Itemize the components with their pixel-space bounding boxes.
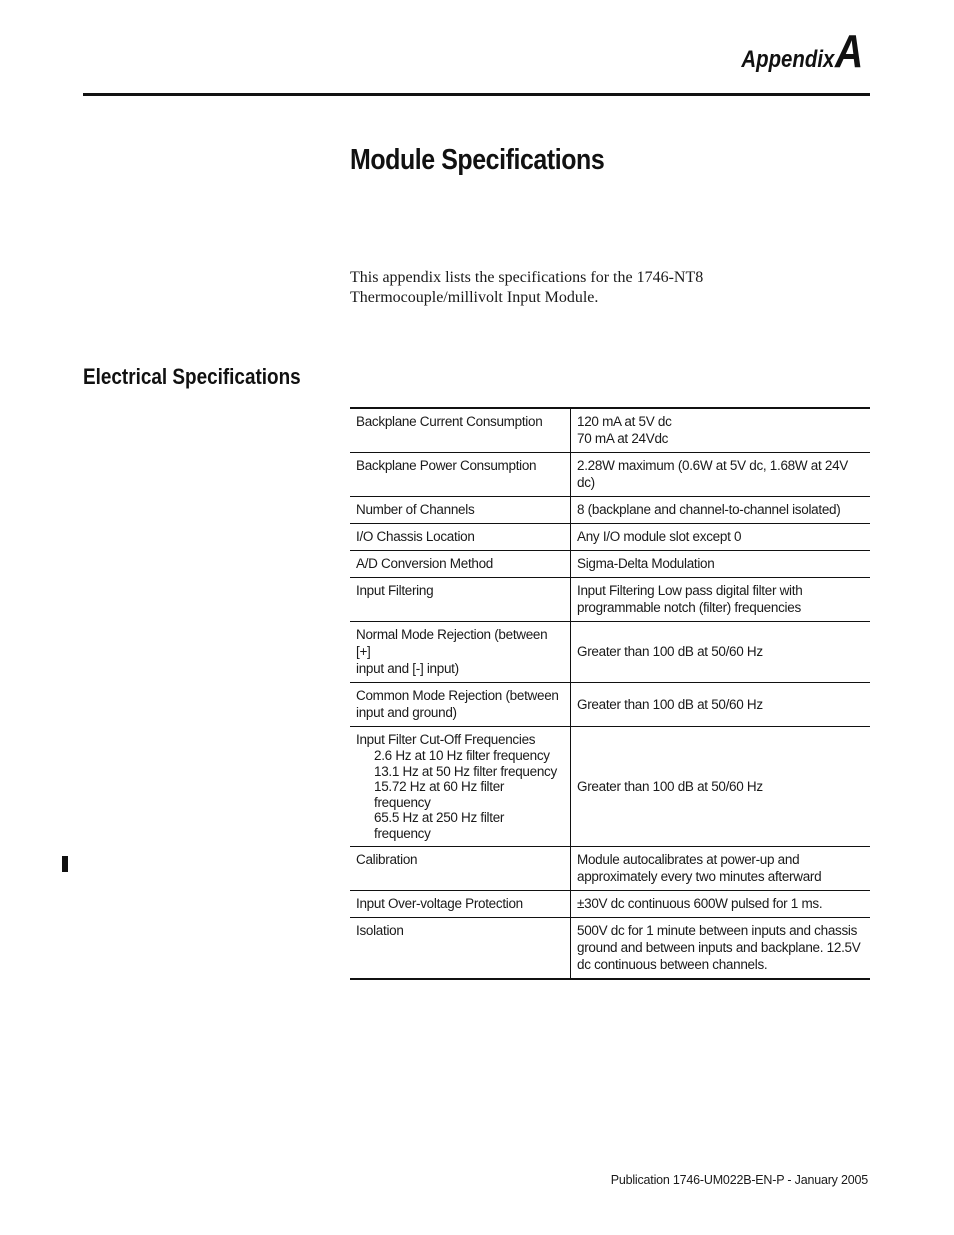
spec-sublabel: 2.6 Hz at 10 Hz filter frequency [374,748,550,763]
appendix-letter: A [834,25,864,77]
table-row [350,727,870,847]
spec-label: Number of Channels [350,497,571,524]
spec-value: Greater than 100 dB at 50/60 Hz [571,622,871,683]
section-heading-electrical: Electrical Specifications [83,364,301,389]
table-row [350,622,870,683]
table-row [350,918,870,980]
spec-label: Normal Mode Rejection (between [+] input and [-] input) [350,622,571,683]
spec-label: Common Mode Rejection (between input and ground) [350,683,571,727]
header-rule [83,93,870,96]
table-row [350,497,870,524]
spec-label: A/D Conversion Method [350,551,571,578]
appendix-header [725,25,868,77]
spec-value: Greater than 100 dB at 50/60 Hz [571,727,871,847]
table-row [350,578,870,622]
spec-sublabel: 13.1 Hz at 50 Hz filter frequency [374,763,557,779]
spec-label: Input Over-voltage Protection [350,891,571,918]
table-row [350,453,870,497]
spec-value: 120 mA at 5V dc 70 mA at 24Vdc [571,408,871,453]
table-row [350,408,870,453]
spec-value: Sigma-Delta Modulation [571,551,871,578]
spec-sublabel: 15.72 Hz at 60 Hz filter frequency [374,779,505,810]
table-row [350,847,870,891]
spec-sublabel: 65.5 Hz at 250 Hz filter frequency [374,810,505,841]
table-row [350,683,870,727]
spec-label: Calibration [350,847,571,891]
spec-label: Input Filter Cut-Off Frequencies 2.6 Hz at 10 Hz filter frequency 13.1 Hz at 50 Hz filter frequency 15.72 Hz at 60 Hz filter frequency 65.5 Hz at 250 Hz filter frequency [350,727,571,847]
intro-paragraph: This appendix lists the specifications for the 1746-NT8 Thermocouple/millivolt Input Module. [350,269,704,306]
spec-value: Greater than 100 dB at 50/60 Hz [571,683,871,727]
spec-label: Backplane Current Consumption [350,408,571,453]
spec-label: Backplane Power Consumption [350,453,571,497]
spec-value: 2.28W maximum (0.6W at 5V dc, 1.68W at 24V dc) [571,453,871,497]
footer-publication: Publication 1746-UM022B-EN-P - January 2005 [610,1173,868,1187]
table-row [350,891,870,918]
table-row [350,524,870,551]
spec-value: Input Filtering Low pass digital filter with programmable notch (filter) frequencies [571,578,871,622]
spec-value: Module autocalibrates at power-up and approximately every two minutes afterward [571,847,871,891]
spec-value: 500V dc for 1 minute between inputs and chassis ground and between inputs and backplane. 12.5V dc continuous between channels. [577,923,861,972]
table-row [350,551,870,578]
appendix-word: Appendix [741,46,835,73]
change-bar-marker [62,856,68,872]
spec-label: I/O Chassis Location [350,524,571,551]
spec-label: Input Filtering [350,578,571,622]
spec-value: Any I/O module slot except 0 [571,524,871,551]
spec-value: ±30V dc continuous 600W pulsed for 1 ms. [571,891,871,918]
page-title: Module Specifications [350,144,605,176]
electrical-specifications-table [350,407,870,980]
spec-value: 8 (backplane and channel-to-channel isolated) [571,497,871,524]
spec-label: Isolation [350,918,571,980]
